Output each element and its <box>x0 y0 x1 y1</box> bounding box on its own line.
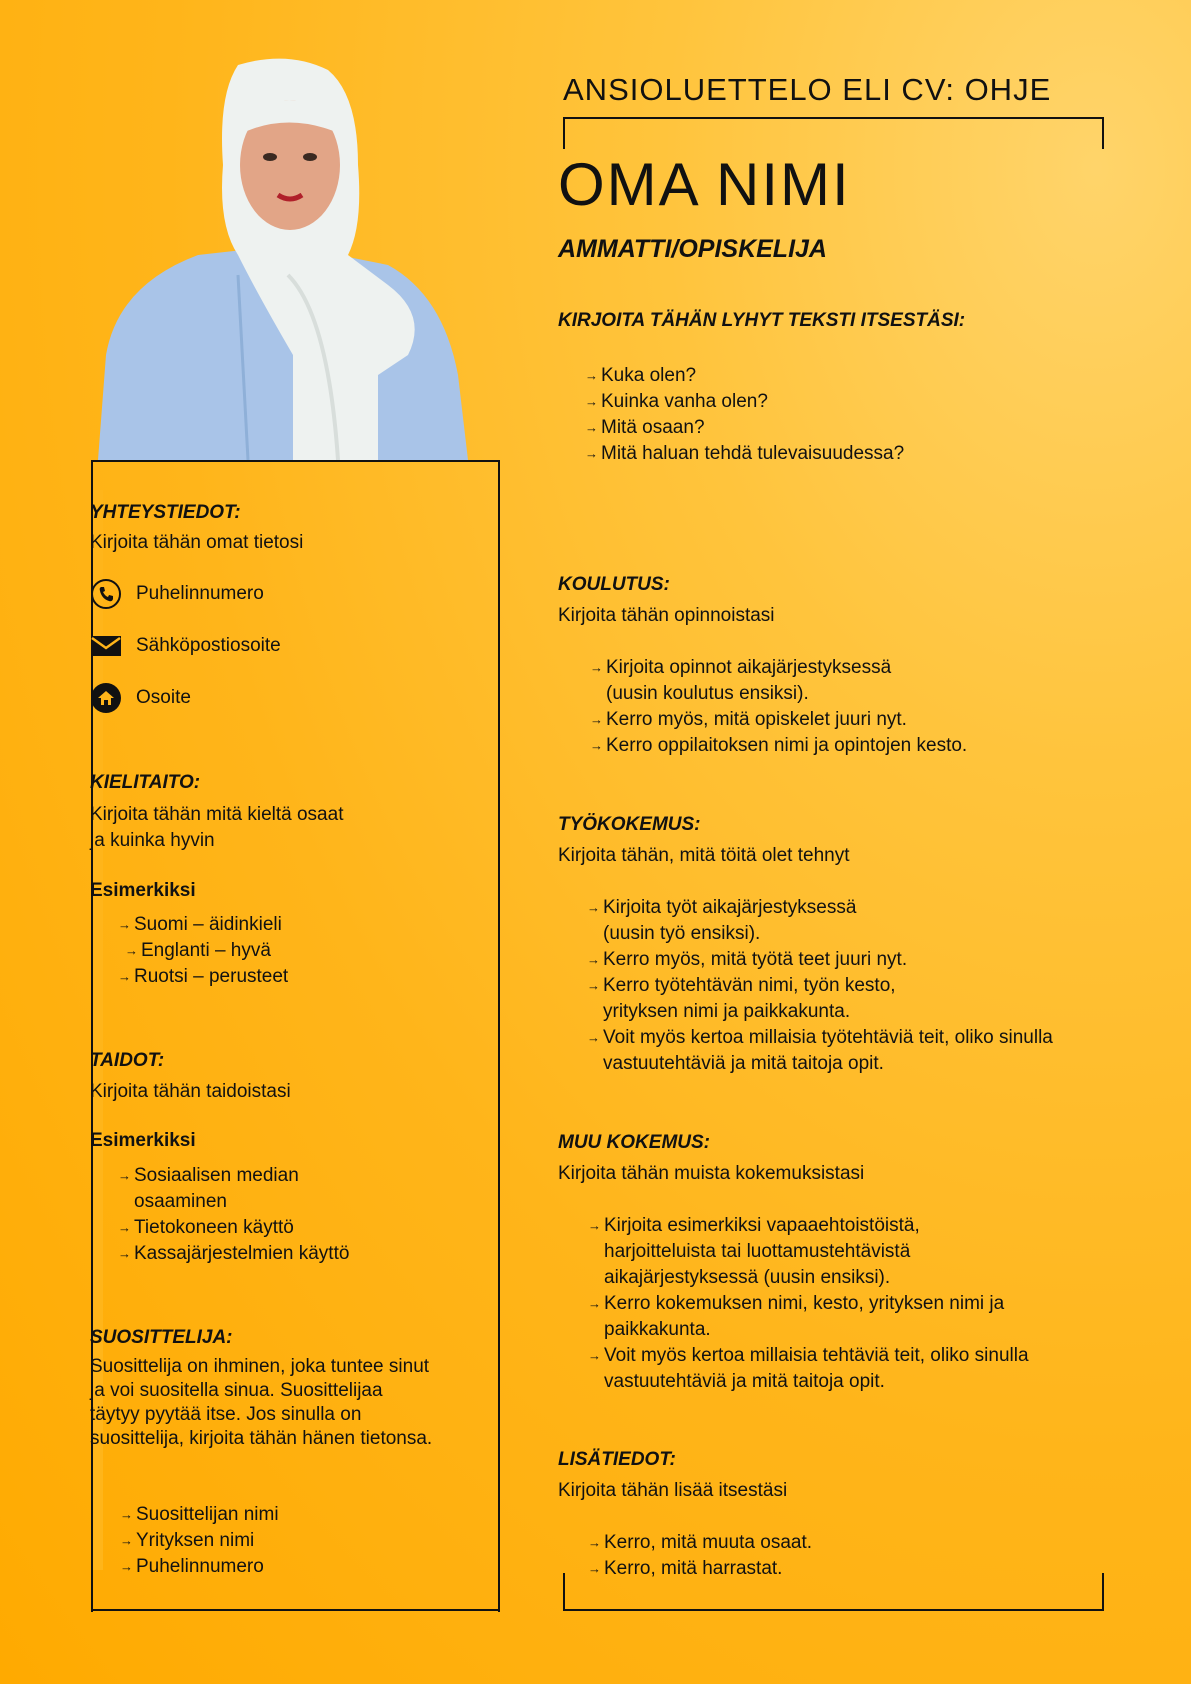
about-list <box>585 363 904 467</box>
phone-label: Puhelinnumero <box>136 583 264 604</box>
list-item: → Kerro myös, mitä opiskelet juuri nyt. <box>590 707 1060 733</box>
list-item: → Mitä osaan? <box>585 415 904 441</box>
list-item: → Suosittelijan nimi <box>120 1502 279 1528</box>
list-item: → Kerro myös, mitä työtä teet juuri nyt. <box>587 947 1087 973</box>
list-item: → Voit myös kertoa millaisia tehtäviä teit, oliko sinulla vastuutehtäviä ja mitä taitoja opit. <box>588 1343 1054 1395</box>
languages-list <box>118 912 288 990</box>
list-item: → Kassajärjestelmien käyttö <box>118 1241 418 1267</box>
reference-heading: SUOSITTELIJA: <box>90 1327 233 1348</box>
list-item: → Kerro työtehtävän nimi, työn kesto, yrityksen nimi ja paikkakunta. <box>587 973 963 1025</box>
list-item: → Suomi – äidinkieli <box>118 912 288 938</box>
contact-address <box>90 682 191 714</box>
contact-phone <box>90 578 264 610</box>
person-name: OMA NIMI <box>558 151 851 218</box>
document-title: ANSIOLUETTELO ELI CV: OHJE <box>563 72 1052 107</box>
reference-text: Suosittelija on ihminen, joka tuntee sinut ja voi suositella sinua. Suosittelijaa täytyy pyytää itse. Jos sinulla on suosittelija, kirjoita tähän hänen tietonsa. <box>90 1356 433 1449</box>
list-item: → Kerro kokemuksen nimi, kesto, yrityksen nimi ja paikkakunta. <box>588 1291 1044 1343</box>
list-item: → Kirjoita opinnot aikajärjestyksessä (uusin koulutus ensiksi). <box>590 655 946 707</box>
reference-list <box>120 1502 279 1580</box>
list-item: → Voit myös kertoa millaisia työtehtäviä teit, oliko sinulla vastuutehtäviä ja mitä taitoja opit. <box>587 1025 1083 1077</box>
extra-text: Kirjoita tähän lisää itsestäsi <box>558 1480 788 1501</box>
skills-example-label: Esimerkiksi <box>90 1130 196 1151</box>
other-text: Kirjoita tähän muista kokemuksistasi <box>558 1163 865 1184</box>
person-role: AMMATTI/OPISKELIJA <box>558 235 827 263</box>
skills-list <box>118 1163 418 1267</box>
home-icon <box>90 682 122 714</box>
list-item: → Englanti – hyvä <box>125 938 288 964</box>
address-label: Osoite <box>136 687 191 708</box>
list-item: → Tietokoneen käyttö <box>118 1215 418 1241</box>
other-list <box>588 1213 1058 1395</box>
header-bracket <box>563 117 1104 149</box>
education-list <box>590 655 1060 759</box>
list-item: → Puhelinnumero <box>120 1554 279 1580</box>
languages-heading: KIELITAITO: <box>90 772 201 793</box>
other-heading: MUU KOKEMUS: <box>558 1132 710 1153</box>
left-frame-corner <box>91 1570 93 1610</box>
skills-text: Kirjoita tähän taidoistasi <box>90 1081 291 1102</box>
education-heading: KOULUTUS: <box>558 574 670 595</box>
work-heading: TYÖKOKEMUS: <box>558 814 701 835</box>
list-item: → Kirjoita työt aikajärjestyksessä (uusin työ ensiksi). <box>587 895 903 947</box>
contact-heading: YHTEYSTIEDOT: <box>90 502 241 523</box>
contact-email <box>90 630 281 662</box>
email-label: Sähköpostiosoite <box>136 635 281 656</box>
list-item: → Kuinka vanha olen? <box>585 389 904 415</box>
skills-heading: TAIDOT: <box>90 1050 165 1071</box>
work-list <box>587 895 1087 1077</box>
list-item: → Kirjoita esimerkiksi vapaaehtoistöistä, harjoitteluista tai luottamustehtävistä aikajärjestyksessä (uusin ensiksi). <box>588 1213 994 1291</box>
list-item: → Kerro, mitä harrastat. <box>588 1556 812 1582</box>
mail-icon <box>90 630 122 662</box>
list-item: → Kerro oppilaitoksen nimi ja opintojen kesto. <box>590 733 1060 759</box>
list-item: → Sosiaalisen median osaaminen <box>118 1163 334 1215</box>
extra-heading: LISÄTIEDOT: <box>558 1449 676 1470</box>
list-item: → Yrityksen nimi <box>120 1528 279 1554</box>
list-item: → Mitä haluan tehdä tulevaisuudessa? <box>585 441 904 467</box>
about-heading: KIRJOITA TÄHÄN LYHYT TEKSTI ITSESTÄSI: <box>558 310 966 331</box>
work-text: Kirjoita tähän, mitä töitä olet tehnyt <box>558 845 850 866</box>
list-item: → Ruotsi – perusteet <box>118 964 288 990</box>
left-frame-bottom <box>91 1609 498 1611</box>
education-text: Kirjoita tähän opinnoistasi <box>558 605 775 626</box>
profile-photo <box>88 55 483 460</box>
footer-bracket <box>563 1573 1104 1611</box>
languages-text: Kirjoita tähän mitä kieltä osaat ja kuinka hyvin <box>90 804 344 851</box>
list-item: → Kuka olen? <box>585 363 904 389</box>
phone-icon <box>90 578 122 610</box>
list-item: → Kerro, mitä muuta osaat. <box>588 1530 812 1556</box>
languages-example-label: Esimerkiksi <box>90 880 196 901</box>
contact-text: Kirjoita tähän omat tietosi <box>90 532 304 553</box>
